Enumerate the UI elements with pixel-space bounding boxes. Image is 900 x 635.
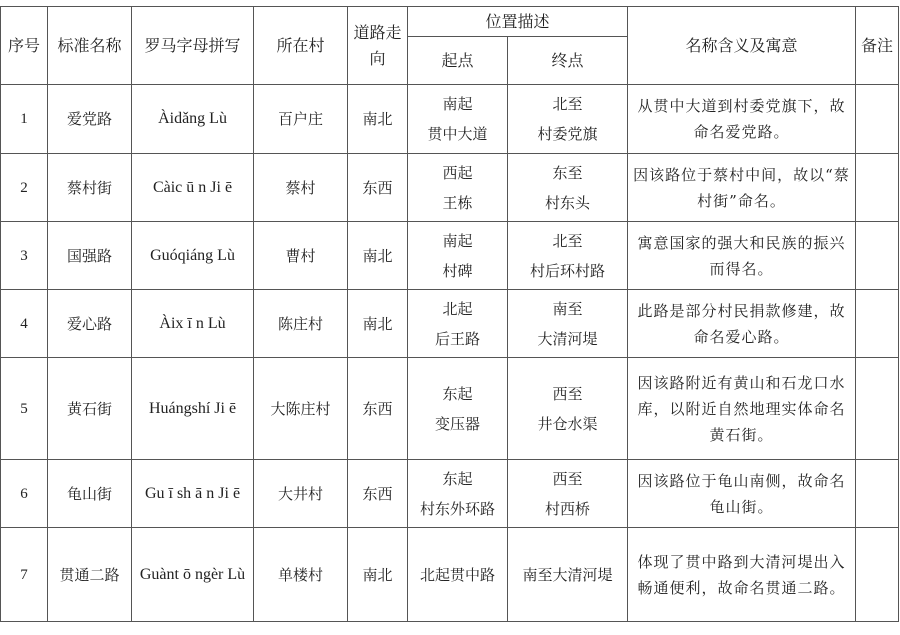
row-end [508,358,628,460]
row-start [408,290,508,358]
row-direction: 南北 [348,222,408,290]
row-end [508,290,628,358]
end-place: 村委党旗 [537,125,598,143]
row-remark [856,154,899,222]
row-end [508,154,628,222]
header-end: 终点 [508,37,628,85]
header-start: 起点 [408,37,508,85]
end-direction: 西至 [552,469,583,488]
table-row [1,528,899,622]
end-place: 村西桥 [545,499,591,518]
row-pinyin: Guóqiáng Lù [132,222,254,290]
row-end [508,528,628,622]
row-pinyin: Gu ī sh ā n Ji ē [132,460,254,528]
row-village: 曹村 [254,222,348,290]
start-place: 村东外环路 [419,499,495,518]
row-pinyin: Càic ū n Ji ē [132,154,254,222]
row-start [408,358,508,460]
start-direction: 南起 [442,231,473,250]
start-place: 变压器 [434,414,480,433]
header-pinyin: 罗马字母拼写 [132,7,254,85]
row-remark [856,290,899,358]
row-end [508,85,628,154]
row-village: 百户庄 [254,85,348,154]
row-village: 大陈庄村 [254,358,348,460]
row-seq: 4 [1,290,48,358]
row-village: 蔡村 [254,154,348,222]
row-start [408,154,508,222]
header-location: 位置描述 [408,7,628,37]
table-row [1,460,899,528]
row-end [508,222,628,290]
row-village: 单楼村 [254,528,348,622]
start-direction: 东起 [442,384,473,403]
table-row [1,85,899,154]
row-pinyin: Guànt ō ngèr Lù [132,528,254,622]
row-start [408,460,508,528]
end-direction: 南至 [552,299,583,318]
row-village: 大井村 [254,460,348,528]
row-meaning: 因该路位于龟山南侧，故命名龟山街。 [628,460,856,528]
start-place: 王栋 [442,193,473,212]
start-direction: 北起 [442,299,473,318]
end-direction: 北至 [552,231,583,250]
end-place: 大清河堤 [537,329,598,348]
row-std-name: 贯通二路 [48,528,132,622]
row-std-name: 国强路 [48,222,132,290]
row-meaning: 从贯中大道到村委党旗下，故命名爱党路。 [628,85,856,154]
row-direction: 南北 [348,290,408,358]
row-start [408,528,508,622]
row-seq: 5 [1,358,48,460]
end-place: 村东头 [545,193,591,212]
row-direction: 东西 [348,358,408,460]
row-remark [856,85,899,154]
end-direction: 西至 [552,384,583,403]
row-pinyin: Àix ī n Lù [132,290,254,358]
row-seq: 2 [1,154,48,222]
start-place: 村碑 [442,261,473,280]
row-direction: 东西 [348,460,408,528]
start-direction: 东起 [442,469,473,488]
row-end [508,460,628,528]
table-row [1,358,899,460]
row-meaning: 体现了贯中路到大清河堤出入畅通便利，故命名贯通二路。 [628,528,856,622]
table-row [1,222,899,290]
row-pinyin: Huángshí Ji ē [132,358,254,460]
header-meaning: 名称含义及寓意 [628,7,856,85]
header-village: 所在村 [254,7,348,85]
row-std-name: 蔡村街 [48,154,132,222]
end-place: 井仓水渠 [537,414,598,433]
row-remark [856,222,899,290]
start-direction: 南起 [442,95,473,113]
row-pinyin: Àidǎng Lù [132,85,254,154]
table-row [1,154,899,222]
row-seq: 6 [1,460,48,528]
start-direction: 西起 [442,163,473,182]
row-village: 陈庄村 [254,290,348,358]
table-row [1,290,899,358]
header-direction: 道路走向 [348,7,408,85]
row-direction: 南北 [348,528,408,622]
start-place: 贯中大道 [427,125,488,143]
row-meaning: 此路是部分村民捐款修建，故命名爱心路。 [628,290,856,358]
row-std-name: 龟山街 [48,460,132,528]
end-direction: 南至大清河堤 [522,565,613,584]
end-place: 村后环村路 [530,261,606,280]
row-direction: 南北 [348,85,408,154]
row-meaning: 因该路附近有黄山和石龙口水库，以附近自然地理实体命名黄石街。 [628,358,856,460]
end-direction: 东至 [552,163,583,182]
road-names-table [0,6,899,622]
row-direction: 东西 [348,154,408,222]
row-std-name: 爱党路 [48,85,132,154]
row-start [408,85,508,154]
row-remark [856,460,899,528]
header-seq: 序号 [1,7,48,85]
row-std-name: 黄石街 [48,358,132,460]
row-meaning: 寓意国家的强大和民族的振兴而得名。 [628,222,856,290]
row-std-name: 爱心路 [48,290,132,358]
row-remark [856,528,899,622]
start-place: 后王路 [434,329,480,348]
row-meaning: 因该路位于蔡村中间，故以“蔡村街”命名。 [628,154,856,222]
row-start [408,222,508,290]
header-remark: 备注 [856,7,899,85]
start-direction: 北起贯中路 [419,565,495,584]
row-seq: 7 [1,528,48,622]
row-remark [856,358,899,460]
row-seq: 1 [1,85,48,154]
header-std-name: 标准名称 [48,7,132,85]
row-seq: 3 [1,222,48,290]
end-direction: 北至 [552,95,583,113]
